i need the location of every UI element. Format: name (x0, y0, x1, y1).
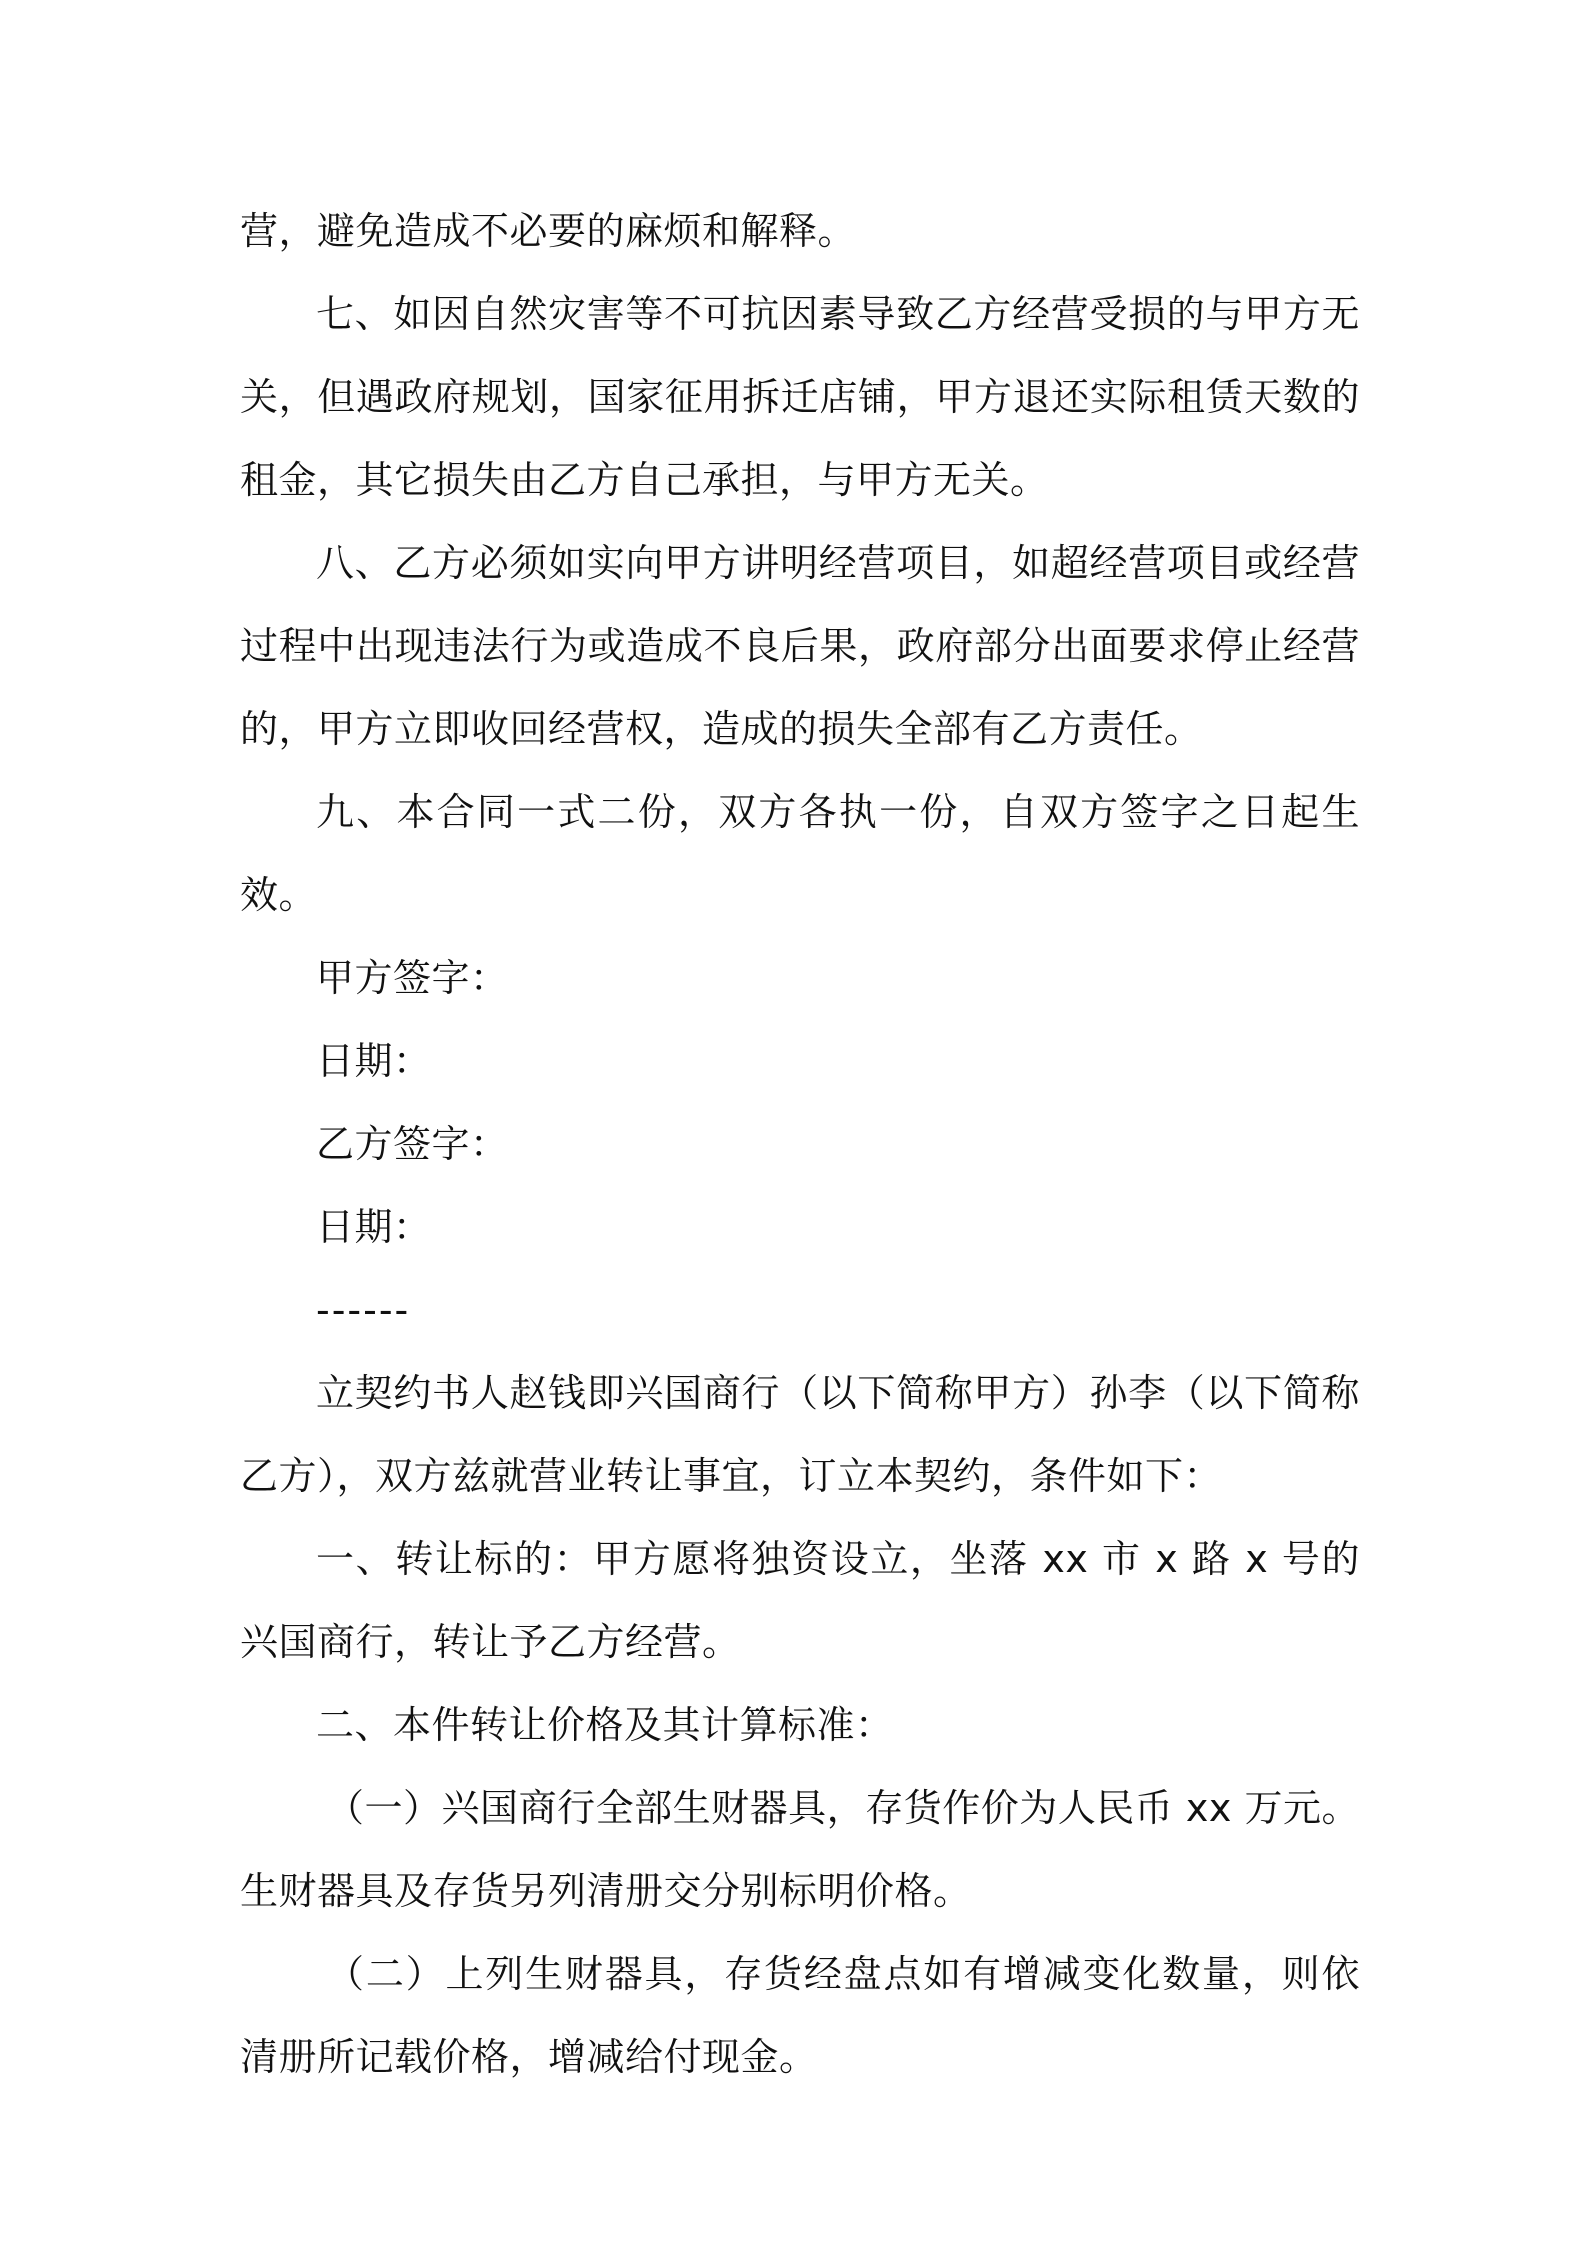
clause-one-transfer-subject: 一、转让标的：甲方愿将独资设立，坐落 xx 市 x 路 x 号的兴国商行，转让予乙方经营。 (240, 1537, 1360, 1664)
party-a-date-label: 日期： (316, 1039, 432, 1083)
sub-clause-two: （二）上列生财器具，存货经盘点如有增减变化数量，则依清册所记载价格，增减给付现金。 (240, 1952, 1360, 2079)
party-a-signature-label: 甲方签字： (316, 956, 509, 1000)
contract-intro: 立契约书人赵钱即兴国商行（以下简称甲方）孙李（以下简称乙方），双方兹就营业转让事宜，订立本契约，条件如下： (240, 1371, 1360, 1498)
party-b-date-label: 日期： (316, 1205, 432, 1249)
paragraph-continued: 营，避免造成不必要的麻烦和解释。 (240, 209, 857, 253)
section-separator: ------ (316, 1288, 411, 1332)
document-body (240, 190, 1360, 2099)
clause-nine: 九、本合同一式二份，双方各执一份，自双方签字之日起生效。 (240, 790, 1360, 917)
clause-two-price: 二、本件转让价格及其计算标准： (316, 1703, 894, 1747)
party-b-signature-label: 乙方签字： (316, 1122, 509, 1166)
clause-seven: 七、如因自然灾害等不可抗因素导致乙方经营受损的与甲方无关，但遇政府规划，国家征用拆迁店铺，甲方退还实际租赁天数的租金，其它损失由乙方自己承担，与甲方无关。 (240, 292, 1360, 502)
clause-eight: 八、乙方必须如实向甲方讲明经营项目，如超经营项目或经营过程中出现违法行为或造成不良后果，政府部分出面要求停止经营的，甲方立即收回经营权，造成的损失全部有乙方责任。 (240, 541, 1360, 751)
sub-clause-one: （一）兴国商行全部生财器具，存货作价为人民币 xx 万元。生财器具及存货另列清册交分别标明价格。 (240, 1786, 1360, 1913)
